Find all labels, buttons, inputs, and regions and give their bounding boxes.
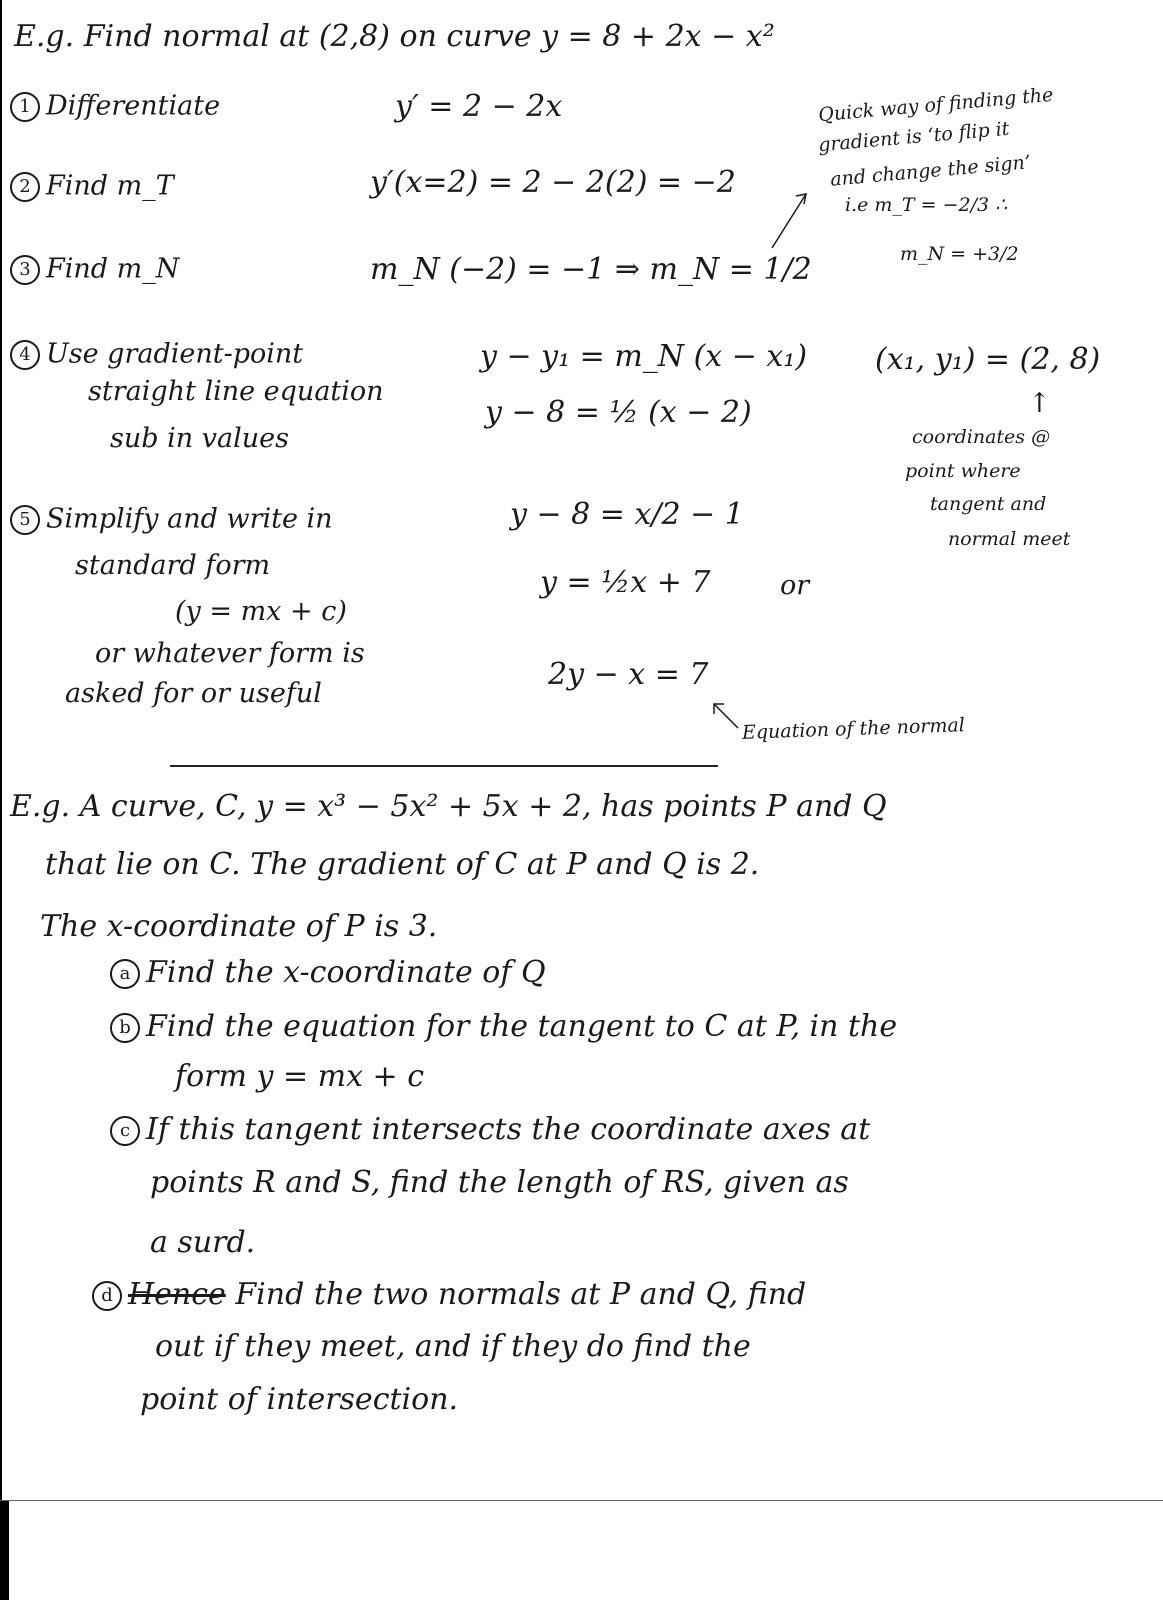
side-note-arrow-icon	[770, 190, 810, 250]
step5-math1: y − 8 = x/2 − 1	[510, 497, 744, 532]
side-note-line5: m_N = +3/2	[900, 243, 1019, 265]
step5-label-line3: (y = mx + c)	[175, 596, 347, 627]
part-a-circle: a	[110, 959, 140, 989]
side-note-line2: gradient is ‘to flip it	[817, 117, 1011, 157]
step3-math: m_N (−2) = −1 ⇒ m_N = 1/2	[370, 252, 812, 287]
example2-line3: The x-coordinate of P is 3.	[40, 909, 438, 944]
part-c-text3: a surd.	[150, 1225, 256, 1260]
step4-point-arrow: ↑	[1028, 388, 1051, 419]
step3-number-circle: 3	[10, 255, 40, 285]
step2-label: Find m_T	[46, 170, 174, 202]
example2-line1: E.g. A curve, C, y = x³ − 5x² + 5x + 2, has points P and Q	[10, 789, 887, 824]
side-note-line4: i.e m_T = −2/3 ∴	[845, 194, 1008, 216]
step3-label: Find m_N	[46, 253, 180, 285]
part-a-text: Find the x-coordinate of Q	[146, 955, 546, 990]
step4-math1: y − y₁ = m_N (x − x₁)	[480, 339, 808, 374]
step5-label-line1: Simplify and write in	[46, 503, 333, 535]
step5-label-line2: standard form	[75, 550, 271, 581]
step4-point-note-line4: normal meet	[948, 528, 1071, 550]
step4-label-wrap	[10, 340, 303, 370]
step5-or: or	[780, 570, 810, 601]
example2-line2: that lie on C. The gradient of C at P and Q is 2.	[45, 847, 760, 882]
step2-number-circle: 2	[10, 172, 40, 202]
step4-point: (x₁, y₁) = (2, 8)	[875, 342, 1101, 377]
step4-point-note-line3: tangent and	[930, 493, 1047, 515]
step4-label-line3: sub in values	[110, 423, 289, 454]
side-note-line1: Quick way of finding the	[817, 83, 1055, 127]
section-divider	[170, 765, 718, 767]
part-d-wrap	[92, 1277, 807, 1312]
step4-point-note-line2: point where	[905, 460, 1021, 482]
step5-label-wrap	[10, 505, 333, 535]
step5-math3: 2y − x = 7	[548, 657, 709, 692]
step3-label-wrap	[10, 255, 179, 285]
side-note-line3: and change the sign’	[829, 151, 1032, 191]
step5-label-line5: asked for or useful	[65, 678, 322, 709]
step5-label-line4: or whatever form is	[95, 638, 365, 669]
step1-label-wrap	[10, 92, 220, 122]
part-d-text3: point of intersection.	[140, 1382, 459, 1417]
part-b-text: Find the equation for the tangent to C at P, in the	[146, 1009, 898, 1044]
part-d-circle: d	[92, 1281, 122, 1311]
example1-title: E.g. Find normal at (2,8) on curve y = 8 + 2x − x²	[14, 19, 775, 54]
part-d-struck: Hence	[128, 1277, 226, 1312]
step4-point-note-line1: coordinates @	[912, 426, 1051, 448]
part-b-circle: b	[110, 1013, 140, 1043]
bottom-left-bar	[0, 1500, 9, 1600]
part-d-text2: out if they meet, and if they do find the	[155, 1329, 751, 1364]
step1-math: y′ = 2 − 2x	[395, 89, 563, 124]
step4-math2: y − 8 = ½ (x − 2)	[485, 395, 752, 430]
step2-label-wrap	[10, 172, 174, 202]
step1-label: Differentiate	[46, 90, 221, 122]
part-b-wrap	[110, 1009, 898, 1044]
page-bottom-line	[0, 1500, 1163, 1501]
page-left-edge	[0, 0, 2, 1600]
part-b-text2: form y = mx + c	[175, 1059, 425, 1094]
part-d-text: Find the two normals at P and Q, find	[235, 1277, 807, 1312]
step4-number-circle: 4	[10, 340, 40, 370]
part-c-text2: points R and S, find the length of RS, given as	[150, 1165, 849, 1200]
part-c-text: If this tangent intersects the coordinate axes at	[146, 1112, 871, 1147]
part-a-wrap	[110, 955, 546, 990]
step4-label-line1: Use gradient-point	[46, 338, 304, 370]
step2-math: y′(x=2) = 2 − 2(2) = −2	[370, 165, 736, 200]
step4-label-line2: straight line equation	[88, 376, 384, 407]
part-c-circle: c	[110, 1116, 140, 1146]
part-c-wrap	[110, 1112, 871, 1147]
step5-number-circle: 5	[10, 505, 40, 535]
step5-math2: y = ½x + 7	[540, 565, 711, 600]
step5-eq-note: Equation of the normal	[741, 714, 966, 744]
step1-number-circle: 1	[10, 92, 40, 122]
